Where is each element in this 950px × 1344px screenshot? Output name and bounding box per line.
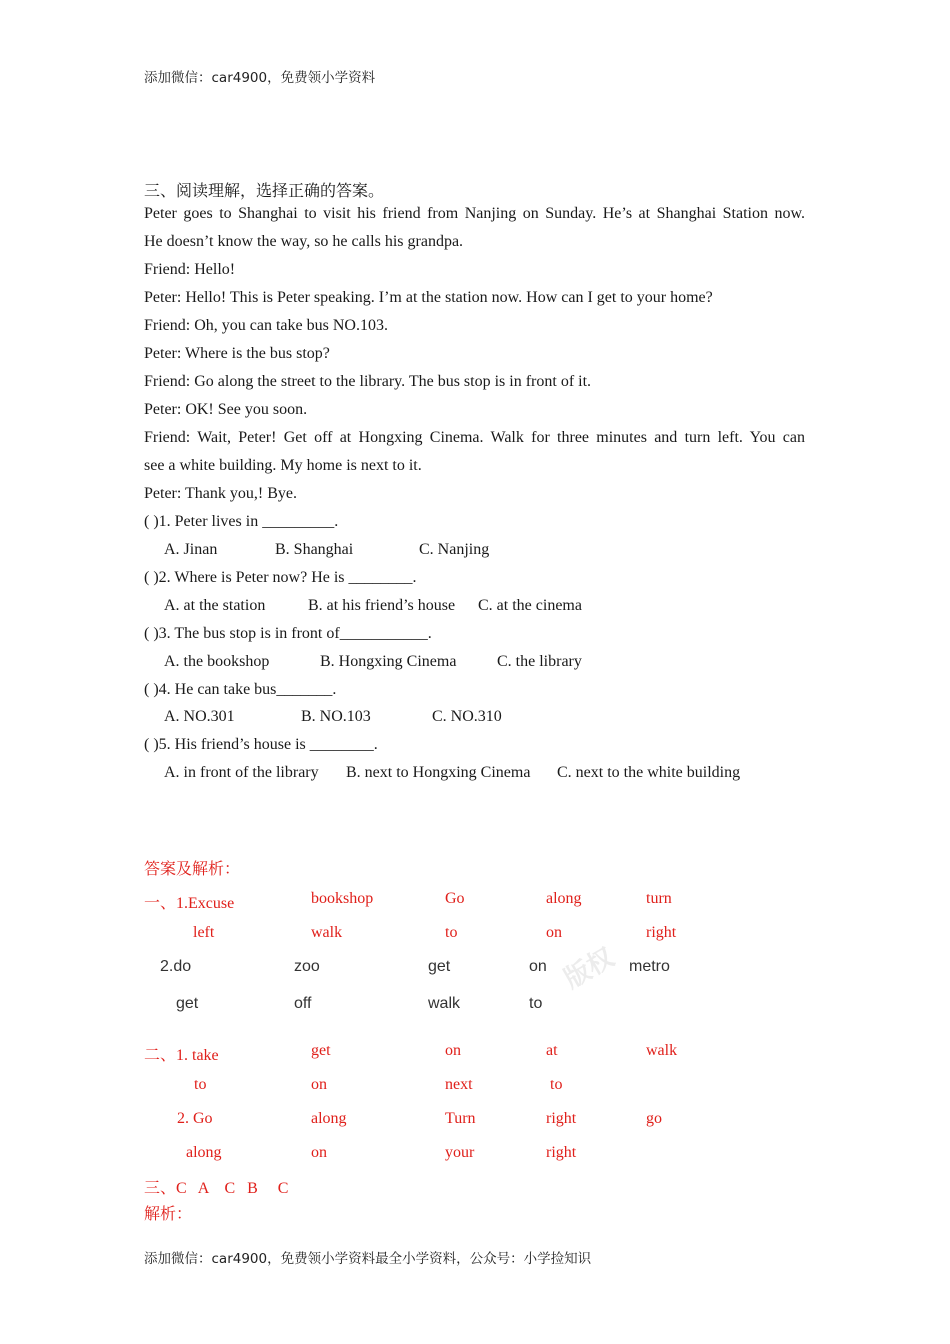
option-b: B. at his friend’s house (308, 597, 456, 614)
answer-cell: to (550, 1076, 563, 1093)
dialogue-line: Peter: Where is the bus stop? (144, 345, 330, 362)
answer-cell: walk (311, 924, 343, 941)
answers-title: 答案及解析： (144, 861, 241, 878)
question-stem: ( )1. Peter lives in _________. (144, 513, 339, 530)
question-stem: ( )5. His friend’s house is ________. (144, 736, 378, 753)
answer-cell: left (193, 924, 215, 941)
answer-cell: to (529, 995, 543, 1012)
answer-cell: right (546, 1110, 577, 1127)
passage-line: Peter goes to Shanghai to visit his friend from Nanjing on Sunday. He’s at Shanghai Station now. (144, 205, 805, 222)
dialogue-line: Friend: Oh, you can take bus NO.103. (144, 317, 388, 334)
answer-cell: on (546, 924, 562, 941)
section3-answers: 三、C A C B C (144, 1180, 289, 1197)
answer-cell: get (176, 995, 199, 1012)
answer-cell: on (529, 958, 547, 975)
answer-cell: to (194, 1076, 207, 1093)
answer-cell: along (311, 1110, 347, 1127)
answer-cell: walk (646, 1042, 678, 1059)
answer-cell: along (546, 890, 582, 907)
answer-cell: 2. Go (177, 1110, 213, 1127)
answer-cell: 2.do (160, 958, 192, 975)
answer-cell: next (445, 1076, 473, 1093)
option-b: B. next to Hongxing Cinema (346, 764, 531, 781)
passage-line: He doesn’t know the way, so he calls his grandpa. (144, 233, 464, 250)
option-a: A. Jinan (164, 541, 218, 558)
option-c: C. NO.310 (432, 708, 502, 725)
dialogue-line: Peter: Thank you,! Bye. (144, 485, 298, 502)
answer-cell: go (646, 1110, 662, 1127)
answer-cell: 一、1.Excuse (144, 895, 235, 912)
dialogue-line: Peter: OK! See you soon. (144, 401, 308, 418)
option-c: C. at the cinema (478, 597, 582, 614)
answer-cell: Go (445, 890, 465, 907)
answer-cell: Turn (445, 1110, 476, 1127)
option-a: A. the bookshop (164, 653, 270, 670)
question-stem: ( )3. The bus stop is in front of___________. (144, 625, 432, 642)
answer-cell: 二、1. take (144, 1047, 219, 1064)
answer-cell: your (445, 1144, 475, 1161)
dialogue-line: Friend: Go along the street to the library. The bus stop is in front of it. (144, 373, 592, 390)
option-c: C. the library (497, 653, 582, 670)
answer-cell: to (445, 924, 458, 941)
option-b: B. NO.103 (301, 708, 371, 725)
answer-cell: metro (629, 958, 670, 975)
option-a: A. NO.301 (164, 708, 235, 725)
option-b: B. Hongxing Cinema (320, 653, 457, 670)
answer-cell: zoo (294, 958, 320, 975)
answer-cell: get (428, 958, 451, 975)
dialogue-line: Friend: Hello! (144, 261, 236, 278)
question-stem: ( )4. He can take bus_______. (144, 681, 337, 698)
answer-cell: on (311, 1076, 327, 1093)
answer-cell: right (546, 1144, 577, 1161)
answer-cell: turn (646, 890, 672, 907)
analysis-label: 解析： (144, 1206, 193, 1223)
page-header: 添加微信：car4900，免费领小学资料 (144, 70, 376, 86)
answer-cell: walk (428, 995, 461, 1012)
answer-cell: right (646, 924, 677, 941)
answer-cell: along (186, 1144, 222, 1161)
answer-cell: at (546, 1042, 558, 1059)
dialogue-line: Friend: Wait, Peter! Get off at Hongxing Cinema. Walk for three minutes and turn left. You can (144, 429, 805, 446)
section-title: 三、阅读理解，选择正确的答案。 (144, 183, 385, 200)
option-c: C. Nanjing (419, 541, 490, 558)
dialogue-line: Peter: Hello! This is Peter speaking. I’m at the station now. How can I get to your home? (144, 289, 713, 306)
page-footer: 添加微信：car4900，免费领小学资料最全小学资料，公众号：小学捡知识 (144, 1251, 592, 1267)
option-c: C. next to the white building (557, 764, 741, 781)
answer-cell: on (311, 1144, 327, 1161)
option-b: B. Shanghai (275, 541, 354, 558)
watermark: 版权 (559, 942, 620, 995)
option-a: A. at the station (164, 597, 266, 614)
answer-cell: bookshop (311, 890, 374, 907)
dialogue-line: see a white building. My home is next to it. (144, 457, 422, 474)
option-a: A. in front of the library (164, 764, 319, 781)
answer-cell: on (445, 1042, 461, 1059)
question-stem: ( )2. Where is Peter now? He is ________. (144, 569, 417, 586)
answer-cell: off (294, 995, 312, 1012)
answer-cell: get (311, 1042, 331, 1059)
